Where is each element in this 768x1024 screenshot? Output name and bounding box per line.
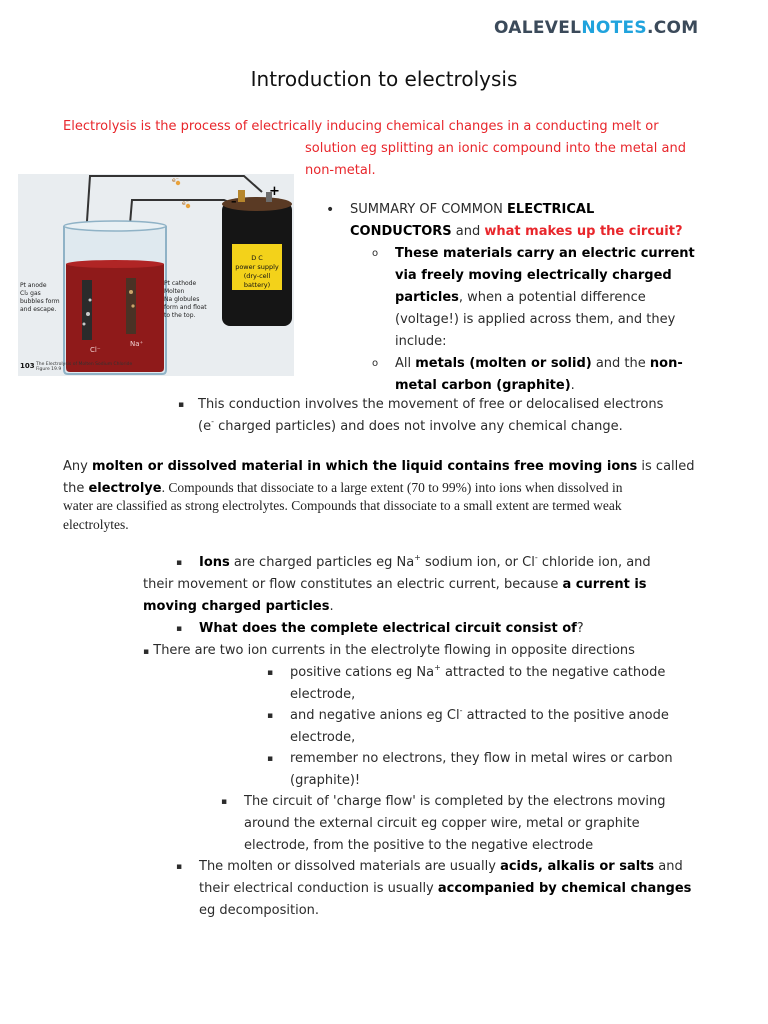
anions-line-2: electrode, [290, 730, 356, 745]
charge-flow-line-3: electrode, from the positive to the negative electrode [244, 838, 594, 853]
conduction-rest: charged particles) and does not involve any chemical change. [213, 419, 623, 434]
site-logo[interactable] [494, 18, 698, 38]
cations-sup: + [434, 663, 441, 672]
electrolyte-serif-1: . Compounds that dissociate to a large extent (70 to 99%) into ions when dissolved in [161, 480, 623, 495]
figure-caption-text: The Electrolysis of Molten Sodium Chloride [36, 362, 133, 367]
figure-caption-number: 103 [20, 362, 35, 370]
summary-and: and [451, 224, 485, 239]
summary-line-1 [350, 199, 594, 221]
definition-line-3: non-metal. [305, 163, 376, 178]
anode-label-line-3: bubbles form [20, 298, 60, 305]
ions-line-1 [199, 552, 651, 574]
square-bullet: ▪ [267, 668, 274, 678]
square-bullet: ▪ [176, 862, 183, 872]
sub2-bold-carbon: metal carbon (graphite) [395, 378, 571, 393]
ions-1c: chloride ion, and [537, 555, 651, 570]
remember-line-1: remember no electrons, they flow in metal wires or carbon [290, 751, 673, 766]
electrolyte-the: the [63, 481, 89, 496]
molten-1a: The molten or dissolved materials are usually [199, 859, 501, 874]
sub2-bold-metals: metals (molten or solid) [415, 356, 592, 371]
cathode-label-line-2: Molten [164, 288, 185, 295]
figure-caption-sub: Figure 19.9 [36, 367, 62, 372]
anode-label [20, 282, 60, 314]
molten-line-3: eg decomposition. [199, 903, 320, 918]
sub2-end: . [570, 378, 575, 393]
square-bullet: ▪ [176, 558, 183, 568]
sub2-bold-non: non- [649, 356, 683, 371]
anions-a: and negative anions eg Cl [290, 708, 460, 723]
summary-prefix: SUMMARY OF COMMON [350, 202, 508, 217]
square-bullet: ▪ [176, 624, 183, 634]
battery-label-line-1: D C [251, 254, 263, 262]
anode-label-line-4: and escape. [20, 306, 57, 313]
anode-label-line-2: Cl₂ gas [20, 290, 41, 297]
definition-line-2: solution eg splitting an ionic compound into the metal and [305, 141, 686, 156]
electron-label-top: e⁻ [172, 177, 179, 184]
square-bullet: ▪ [267, 711, 274, 721]
ions-bold: Ions [199, 555, 230, 570]
plus-terminal-label: + [269, 184, 280, 199]
summary-line-2 [350, 221, 683, 243]
sub1-line-5: include: [395, 334, 447, 349]
electrolyte-bold: molten or dissolved material in which the liquid contains free moving ions [91, 459, 638, 474]
definition-line-1: Electrolysis is the process of electrically inducing chemical changes in a conducting melt or [63, 119, 659, 134]
battery-label [232, 254, 282, 290]
cathode-label-line-3: Na globules [164, 296, 200, 303]
circuit-question [199, 618, 584, 640]
molten-line-2 [199, 878, 691, 900]
sodium-ion-label: Na⁺ [130, 340, 144, 348]
ions-2a: their movement or flow constitutes an electric current, because [143, 577, 563, 592]
cathode-label-line-4: form and float [164, 304, 207, 311]
ions-3-bold: moving charged particles [143, 599, 330, 614]
electrolyte-line-3: water are classified as strong electrolytes. Compounds that dissociate to a small extent are termed weak [63, 498, 622, 513]
cations-line-1 [290, 662, 665, 684]
square-bullet: ▪ [267, 754, 274, 764]
ions-line-3 [143, 596, 334, 618]
circuit-bold: What does the complete electrical circuit consist of [199, 621, 577, 636]
square-bullet: ▪ [221, 797, 228, 807]
square-bullet: ▪ [178, 400, 185, 410]
sub1-line-2: via freely moving electrically charged [395, 268, 672, 283]
sub1-line-3 [395, 287, 646, 309]
two-currents-text: There are two ion currents in the electrolyte flowing in opposite directions [153, 643, 635, 658]
ions-1a: are charged particles eg Na [229, 555, 415, 570]
logo-part-3: .COM [646, 18, 699, 38]
conduction-line-2 [198, 416, 623, 438]
sub1-line-4: (voltage!) is applied across them, and they [395, 312, 676, 327]
electrolyte-term: electrolye [88, 481, 162, 496]
anions-b: attracted to the positive anode [462, 708, 669, 723]
logo-part-2: NOTES [581, 18, 647, 38]
bullet-dot: • [326, 202, 335, 218]
cations-line-2: electrode, [290, 687, 356, 702]
electrolyte-post: is called [637, 459, 695, 474]
conduction-line-1: This conduction involves the movement of free or delocalised electrons [198, 397, 664, 412]
cathode-label-line-5: to the top. [164, 312, 196, 319]
sub2-pre: All [395, 356, 416, 371]
conduction-superscript: - [211, 417, 214, 426]
electrolysis-figure [18, 174, 294, 376]
conduction-e: (e [198, 419, 212, 434]
molten-1-end: and [654, 859, 683, 874]
anions-line-1 [290, 705, 669, 727]
chloride-ion-label: Cl⁻ [90, 346, 101, 354]
electrolyte-line-1 [63, 456, 695, 478]
electrolyte-pre: Any [63, 459, 92, 474]
electrolyte-line-4: electrolytes. [63, 517, 129, 532]
sub1-line-1: These materials carry an electric current [395, 246, 695, 261]
logo-part-1: OALEVEL [494, 18, 582, 38]
ions-line-2 [143, 574, 647, 596]
cathode-label [164, 280, 207, 320]
charge-flow-line-2: around the external circuit eg copper wire, metal or graphite [244, 816, 640, 831]
electron-label-bottom: e⁻ [182, 200, 189, 207]
ions-sup-1: + [414, 553, 421, 562]
molten-line-1 [199, 856, 683, 878]
ions-3-end: . [329, 599, 334, 614]
molten-1-bold: acids, alkalis or salts [500, 859, 655, 874]
ions-2-bold: a current is [562, 577, 647, 592]
molten-2-bold: accompanied by chemical changes [437, 881, 692, 896]
sub-bullet-circle: o [372, 248, 379, 259]
figure-caption [36, 362, 132, 372]
cations-a: positive cations eg Na [290, 665, 435, 680]
sub1-bold-particles: particles [395, 290, 459, 305]
ions-1b: sodium ion, or Cl [420, 555, 535, 570]
cations-b: attracted to the negative cathode [440, 665, 666, 680]
sub-bullet-circle: o [372, 358, 379, 369]
page-title: Introduction to electrolysis [250, 67, 518, 91]
sub2-mid: and the [591, 356, 650, 371]
summary-bold-2: CONDUCTORS [350, 224, 452, 239]
battery-label-line-2: power supply [235, 263, 279, 271]
ions-sup-2: - [534, 553, 538, 562]
circuit-end: ? [576, 621, 584, 636]
charge-flow-line-1: The circuit of 'charge flow' is completed by the electrons moving [244, 794, 666, 809]
sub2-line-1 [395, 353, 683, 375]
anions-sup: - [459, 706, 463, 715]
summary-red-question: what makes up the circuit? [484, 224, 683, 239]
remember-line-2: (graphite)! [290, 773, 361, 788]
summary-bold-1: ELECTRICAL [507, 202, 595, 217]
sub1-rest: , when a potential difference [458, 290, 646, 305]
two-currents [143, 640, 635, 663]
cathode-label-line-1: Pt cathode [164, 280, 197, 287]
minus-terminal-label: – [231, 195, 237, 208]
battery-label-line-3: (dry-cell battery) [243, 272, 271, 289]
square-bullet: ▪ [143, 647, 150, 657]
anode-label-line-1: Pt anode [20, 282, 47, 289]
molten-2a: their electrical conduction is usually [199, 881, 438, 896]
